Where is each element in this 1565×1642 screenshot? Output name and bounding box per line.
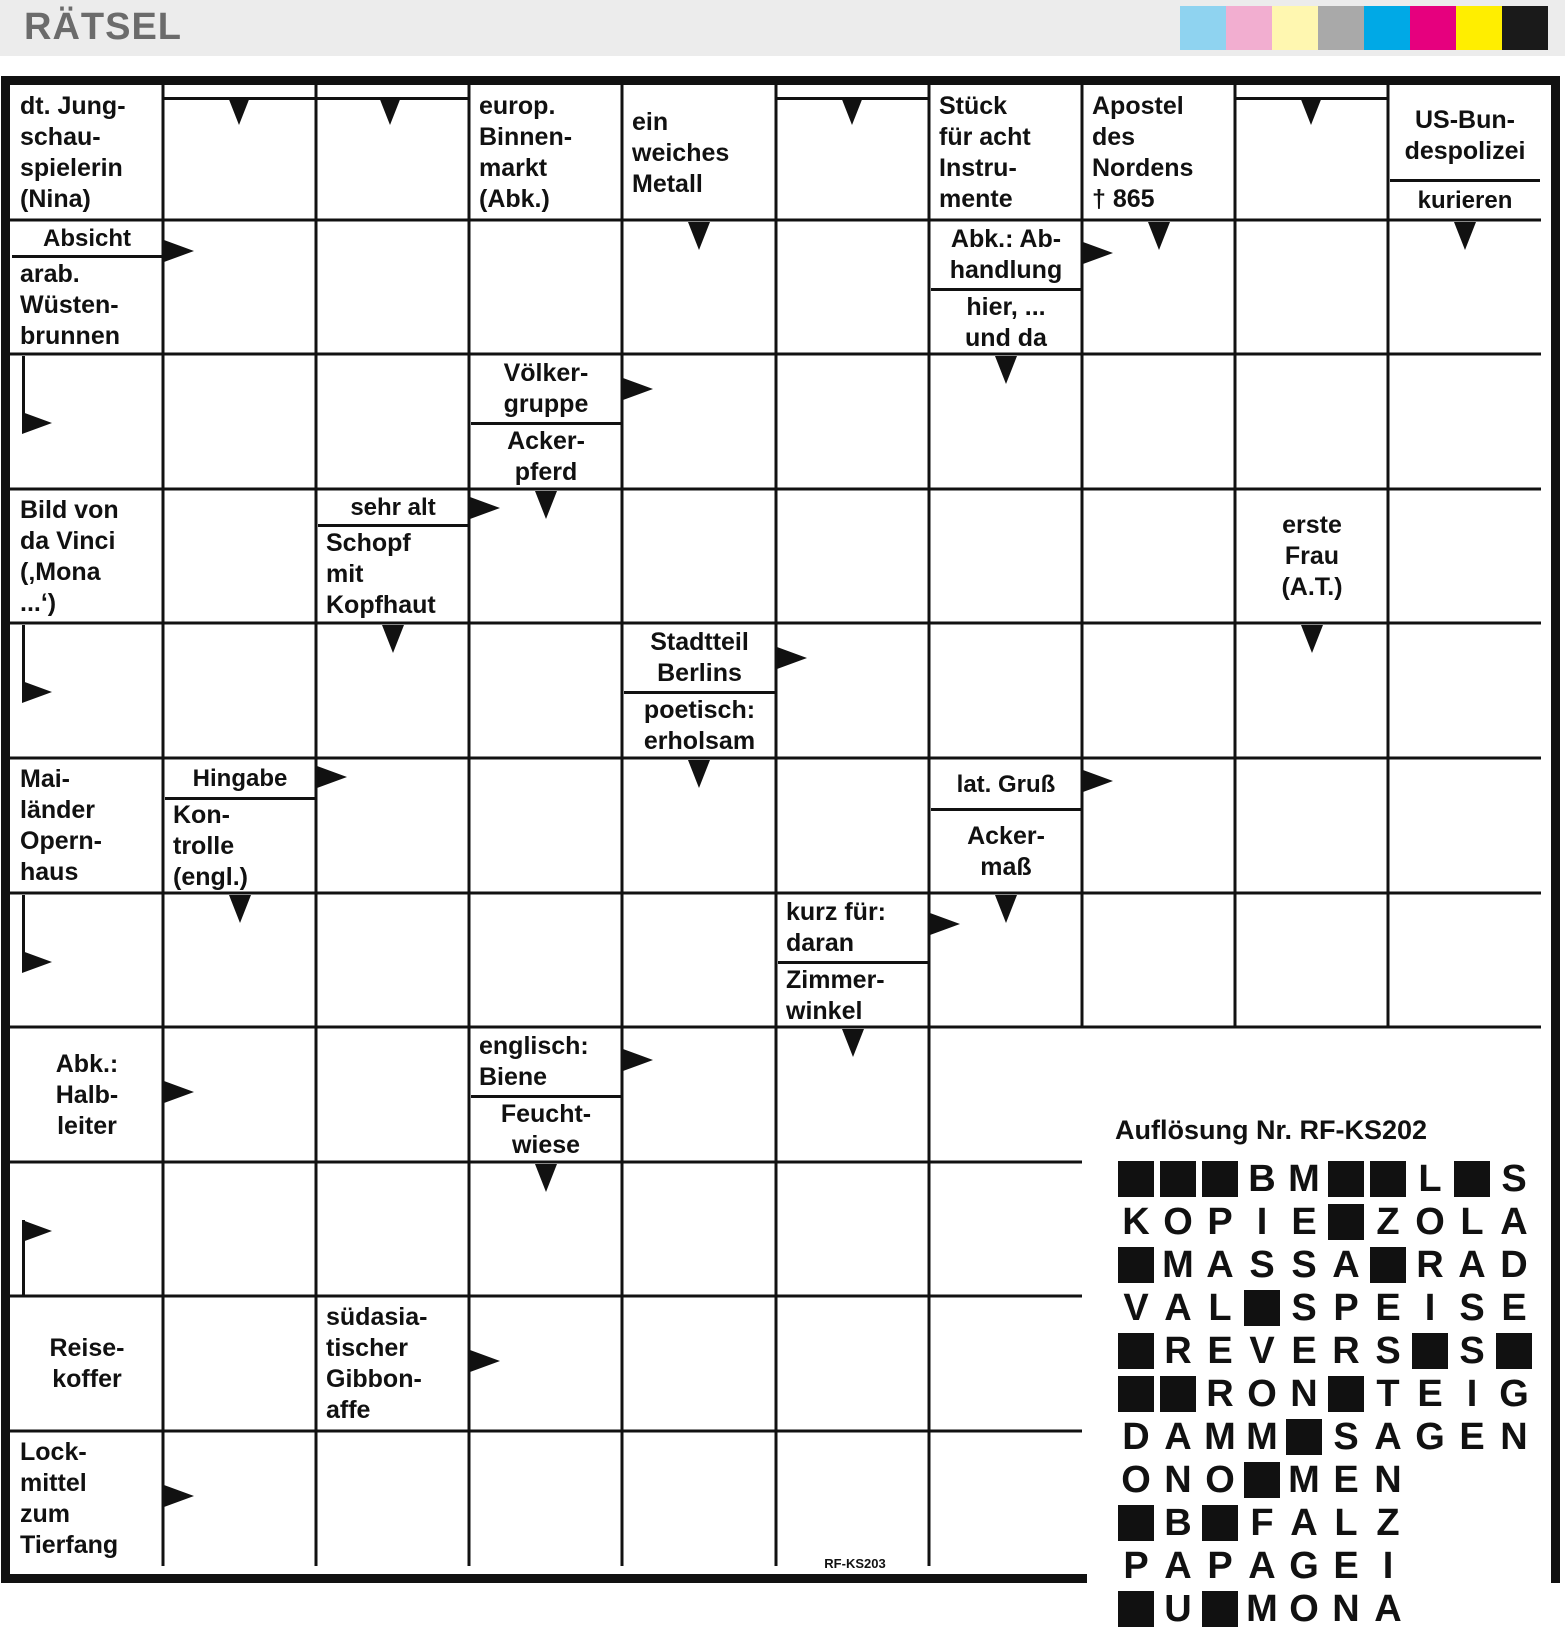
arrow-right-icon xyxy=(22,951,52,973)
clue-text: Stadtteil Berlins xyxy=(650,628,749,687)
solution-letter: I xyxy=(1424,1286,1436,1329)
crossword-grid xyxy=(1,76,1560,1630)
solution-letter: M xyxy=(1246,1415,1278,1458)
clue-cell xyxy=(931,87,1081,219)
color-swatch-bar xyxy=(1180,6,1548,50)
solution-block xyxy=(1199,1589,1241,1629)
arrow-right-icon xyxy=(164,240,194,262)
color-swatch-cyan xyxy=(1364,6,1410,50)
solution-letter: P xyxy=(1207,1544,1233,1587)
arrow-right-icon xyxy=(164,1485,194,1507)
arrow-right-icon xyxy=(930,913,960,935)
solution-block xyxy=(1241,1460,1283,1500)
solution-letter: S xyxy=(1333,1415,1359,1458)
arrow-down-icon xyxy=(842,1029,864,1057)
arrow-down-icon xyxy=(688,760,710,788)
solution-letter: O xyxy=(1247,1372,1277,1415)
page-title: RÄTSEL xyxy=(24,6,182,48)
arrow-right-icon xyxy=(22,412,52,434)
color-swatch-light-yellow xyxy=(1272,6,1318,50)
clue-cell xyxy=(471,356,621,488)
solution-letter: S xyxy=(1249,1243,1275,1286)
clue-cell xyxy=(624,87,775,219)
clue-text: englisch: Biene xyxy=(479,1032,589,1091)
solution-letter: L xyxy=(1418,1157,1442,1200)
solution-letter: S xyxy=(1291,1286,1317,1329)
color-swatch-black xyxy=(1502,6,1548,50)
solution-block xyxy=(1493,1331,1535,1371)
arrow-down-icon xyxy=(995,895,1017,923)
clue-text: poetisch: erholsam xyxy=(624,691,775,757)
clue-text: Feucht- wiese xyxy=(471,1095,621,1161)
arrow-down-icon xyxy=(995,356,1017,384)
solution-letter: S xyxy=(1375,1329,1401,1372)
solution-letter: A xyxy=(1290,1501,1318,1544)
solution-letter: P xyxy=(1333,1286,1359,1329)
clue-text: Völker- gruppe xyxy=(503,359,589,418)
solution-letter: U xyxy=(1164,1587,1192,1630)
solution-block xyxy=(1325,1374,1367,1414)
solution-letter: E xyxy=(1375,1286,1401,1329)
solution-row xyxy=(1115,1374,1535,1414)
solution-letter: A xyxy=(1164,1415,1192,1458)
solution-letter: M xyxy=(1162,1243,1194,1286)
arrow-down-icon xyxy=(688,222,710,250)
arrow-right-icon xyxy=(22,1220,52,1242)
solution-letter: A xyxy=(1332,1243,1360,1286)
solution-letter: E xyxy=(1417,1372,1443,1415)
clue-text: erste Frau (A.T.) xyxy=(1281,511,1343,601)
arrow-down-icon xyxy=(379,97,401,125)
solution-block xyxy=(1325,1202,1367,1242)
solution-block xyxy=(1325,1159,1367,1199)
solution-block xyxy=(1157,1374,1199,1414)
solution-letter: E xyxy=(1333,1544,1359,1587)
solution-letter: S xyxy=(1501,1157,1527,1200)
clue-text: lat. Gruß xyxy=(956,770,1056,798)
solution-row xyxy=(1115,1417,1535,1457)
solution-letter: N xyxy=(1164,1458,1192,1501)
solution-letter: K xyxy=(1122,1200,1150,1243)
solution-letter: Z xyxy=(1376,1501,1400,1544)
solution-letter: G xyxy=(1415,1415,1445,1458)
solution-letter: A xyxy=(1164,1286,1192,1329)
solution-letter: N xyxy=(1290,1372,1318,1415)
clue-cell xyxy=(471,1029,621,1161)
clue-text: südasia- tischer Gibbon- affe xyxy=(326,1303,428,1424)
solution-letter: A xyxy=(1500,1200,1528,1243)
solution-letter: D xyxy=(1122,1415,1150,1458)
solution-letter: E xyxy=(1207,1329,1233,1372)
solution-letter: O xyxy=(1163,1200,1193,1243)
clue-text: US-Bun- despolizei xyxy=(1404,106,1526,165)
solution-letter: M xyxy=(1204,1415,1236,1458)
arrow-right-icon xyxy=(1083,770,1113,792)
solution-letter: N xyxy=(1500,1415,1528,1458)
clue-cell xyxy=(12,87,162,219)
clue-text: Acker- maß xyxy=(931,808,1081,892)
solution-block xyxy=(1199,1159,1241,1199)
solution-letter: L xyxy=(1460,1200,1484,1243)
arrow-down-icon xyxy=(1300,97,1322,125)
arrow-down-icon xyxy=(535,491,557,519)
solution-block xyxy=(1199,1503,1241,1543)
solution-row xyxy=(1115,1460,1409,1500)
color-swatch-gray xyxy=(1318,6,1364,50)
solution-letter: R xyxy=(1206,1372,1234,1415)
arrow-right-icon xyxy=(777,647,807,669)
solution-letter: E xyxy=(1501,1286,1527,1329)
solution-letter: T xyxy=(1376,1372,1400,1415)
arrow-right-icon xyxy=(317,766,347,788)
solution-letter: E xyxy=(1459,1415,1485,1458)
solution-row xyxy=(1115,1503,1409,1543)
solution-letter: G xyxy=(1289,1544,1319,1587)
clue-text: Stück für acht Instru- mente xyxy=(939,92,1031,213)
solution-letter: I xyxy=(1466,1372,1478,1415)
solution-letter: V xyxy=(1123,1286,1149,1329)
clue-text: Kon- trolle (engl.) xyxy=(165,797,315,892)
clue-text: arab. Wüsten- brunnen xyxy=(12,255,162,353)
solution-row xyxy=(1115,1159,1535,1199)
arrow-down-icon xyxy=(841,97,863,125)
arrow-right-icon xyxy=(470,1350,500,1372)
arrow-right-icon xyxy=(623,378,653,400)
page-header xyxy=(0,0,1565,56)
solution-letter: S xyxy=(1291,1243,1317,1286)
arrow-down-icon xyxy=(535,1164,557,1192)
clue-text: dt. Jung- schau- spielerin (Nina) xyxy=(20,92,126,213)
clue-cell xyxy=(12,1298,162,1430)
solution-letter: A xyxy=(1374,1415,1402,1458)
solution-block xyxy=(1241,1288,1283,1328)
clue-cell xyxy=(1237,491,1387,622)
solution-row xyxy=(1115,1245,1535,1285)
arrow-right-icon xyxy=(164,1081,194,1103)
solution-letter: I xyxy=(1256,1200,1268,1243)
clue-text: Reise- koffer xyxy=(49,1334,125,1393)
solution-letter: B xyxy=(1248,1157,1276,1200)
color-swatch-magenta xyxy=(1410,6,1456,50)
clue-text: Hingabe xyxy=(192,765,288,792)
arrow-down-icon xyxy=(1301,625,1323,653)
color-swatch-light-magenta xyxy=(1226,6,1272,50)
solution-letter: Z xyxy=(1376,1200,1400,1243)
clue-cell xyxy=(12,760,162,892)
clue-cell xyxy=(1084,87,1234,219)
clue-cell xyxy=(931,760,1081,892)
solution-letter: O xyxy=(1415,1200,1445,1243)
solution-letter: P xyxy=(1207,1200,1233,1243)
clue-cell xyxy=(624,625,775,757)
clue-text: kurz für: daran xyxy=(786,898,886,957)
clue-text: Zimmer- winkel xyxy=(778,961,928,1026)
solution-letter: A xyxy=(1164,1544,1192,1587)
solution-block xyxy=(1115,1589,1157,1629)
solution-block xyxy=(1283,1417,1325,1457)
solution-letter: S xyxy=(1459,1329,1485,1372)
solution-letter: N xyxy=(1374,1458,1402,1501)
solution-letter: R xyxy=(1332,1329,1360,1372)
clue-text: sehr alt xyxy=(350,494,436,521)
solution-letter: M xyxy=(1288,1458,1320,1501)
solution-letter: G xyxy=(1499,1372,1529,1415)
clue-cell xyxy=(318,1298,468,1430)
solution-letter: E xyxy=(1291,1329,1317,1372)
solution-letter: A xyxy=(1248,1544,1276,1587)
clue-text: Absicht xyxy=(42,225,131,252)
solution-letter: V xyxy=(1249,1329,1275,1372)
clue-cell xyxy=(12,1029,162,1161)
solution-letter: P xyxy=(1123,1544,1149,1587)
color-swatch-yellow xyxy=(1456,6,1502,50)
solution-letter: I xyxy=(1382,1544,1394,1587)
arrow-down-icon xyxy=(229,895,251,923)
clue-cell xyxy=(12,222,162,353)
solution-block xyxy=(1409,1331,1451,1371)
solution-letter: E xyxy=(1333,1458,1359,1501)
solution-panel xyxy=(1087,1101,1551,1642)
solution-letter: R xyxy=(1416,1243,1444,1286)
solution-letter: A xyxy=(1458,1243,1486,1286)
solution-letter: R xyxy=(1164,1329,1192,1372)
clue-cell xyxy=(1390,87,1540,219)
solution-row xyxy=(1115,1589,1409,1629)
arrow-right-icon xyxy=(470,497,500,519)
clue-cell xyxy=(12,1433,162,1565)
arrow-down-icon xyxy=(1148,222,1170,250)
clue-text: Schopf mit Kopfhaut xyxy=(318,524,468,622)
solution-letter: O xyxy=(1289,1587,1319,1630)
solution-letter: L xyxy=(1334,1501,1358,1544)
solution-letter: M xyxy=(1288,1157,1320,1200)
clue-cell xyxy=(778,895,928,1026)
clue-text: Apostel des Nordens † 865 xyxy=(1092,92,1194,213)
arrow-down-icon xyxy=(1454,222,1476,250)
solution-block xyxy=(1115,1374,1157,1414)
clue-text: Acker- pferd xyxy=(471,422,621,488)
clue-cell xyxy=(165,760,315,892)
clue-text: kurieren xyxy=(1390,179,1540,219)
clue-text: Lock- mittel zum Tierfang xyxy=(20,1438,119,1559)
arrow-right-icon xyxy=(1083,242,1113,264)
solution-letter: F xyxy=(1250,1501,1274,1544)
solution-letter: N xyxy=(1332,1587,1360,1630)
solution-letter: L xyxy=(1208,1286,1232,1329)
solution-letter: M xyxy=(1246,1587,1278,1630)
clue-cell xyxy=(931,222,1081,353)
clue-text: Abk.: Halb- leiter xyxy=(55,1049,119,1140)
solution-letter: A xyxy=(1206,1243,1234,1286)
clue-cell xyxy=(318,491,468,622)
solution-block xyxy=(1115,1503,1157,1543)
solution-block xyxy=(1367,1245,1409,1285)
solution-block xyxy=(1115,1331,1157,1371)
clue-text: ein weiches Metall xyxy=(632,107,730,198)
arrow-down-icon xyxy=(382,625,404,653)
solution-row xyxy=(1115,1546,1409,1586)
arrow-down-icon xyxy=(228,97,250,125)
puzzle-code: RF-KS203 xyxy=(824,1556,886,1571)
solution-title: Auflösung Nr. RF-KS202 xyxy=(1115,1115,1428,1145)
solution-letter: O xyxy=(1205,1458,1235,1501)
arrow-right-icon xyxy=(623,1049,653,1071)
solution-block xyxy=(1157,1159,1199,1199)
solution-row xyxy=(1115,1288,1535,1328)
clue-cell xyxy=(12,491,162,622)
solution-row xyxy=(1115,1202,1535,1242)
arrow-right-icon xyxy=(22,681,52,703)
clue-text: Abk.: Ab- handlung xyxy=(949,225,1063,284)
solution-letter: A xyxy=(1374,1587,1402,1630)
color-swatch-light-cyan xyxy=(1180,6,1226,50)
solution-letter: O xyxy=(1121,1458,1151,1501)
clue-cell xyxy=(471,87,621,219)
clue-text: Mai- länder Opern- haus xyxy=(20,765,102,886)
clue-text: Bild von da Vinci (‚Mona ...‘) xyxy=(20,495,119,617)
solution-letter: E xyxy=(1291,1200,1317,1243)
solution-row xyxy=(1115,1331,1535,1371)
solution-letter: S xyxy=(1459,1286,1485,1329)
solution-block xyxy=(1451,1159,1493,1199)
solution-letter: D xyxy=(1500,1243,1528,1286)
clue-text: europ. Binnen- markt (Abk.) xyxy=(479,92,573,213)
solution-block xyxy=(1115,1159,1157,1199)
solution-letter: B xyxy=(1164,1501,1192,1544)
solution-block xyxy=(1367,1159,1409,1199)
solution-block xyxy=(1115,1245,1157,1285)
clue-text: hier, ... und da xyxy=(931,288,1081,353)
